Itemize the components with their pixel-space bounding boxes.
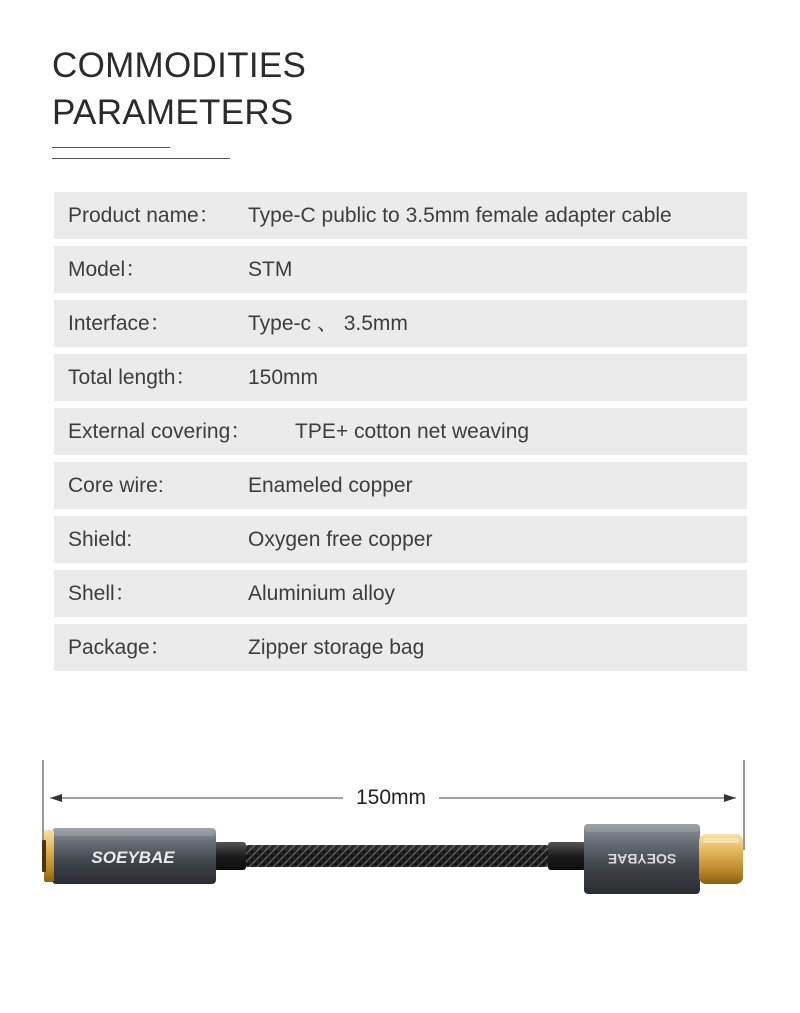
- spec-row-package: [54, 624, 747, 671]
- spec-label: Core wire:: [68, 474, 164, 497]
- jack-strain-relief: [214, 842, 246, 870]
- spec-value: STM: [248, 258, 293, 281]
- spec-value: Type-C public to 3.5mm female adapter cable: [248, 204, 672, 227]
- spec-row-model: [54, 246, 747, 293]
- brand-logo-left: SOEYBAE: [91, 848, 175, 867]
- spec-row-total-length: [54, 354, 747, 401]
- spec-label: Model：: [68, 258, 147, 281]
- spec-row-product-name: [54, 192, 747, 239]
- cable-illustration: [0, 740, 800, 940]
- spec-table: [54, 192, 747, 678]
- spec-label: Interface：: [68, 312, 171, 335]
- spec-label: External covering：: [68, 420, 252, 443]
- title-line-2: PARAMETERS: [52, 93, 294, 132]
- cable-diagram: [0, 740, 800, 940]
- spec-label: Shield:: [68, 528, 133, 551]
- spec-row-interface: [54, 300, 747, 347]
- title-underline-short: [52, 147, 170, 148]
- spec-value: Aluminium alloy: [248, 582, 396, 605]
- spec-label: Product name：: [68, 204, 220, 227]
- usbc-strain-relief: [548, 842, 586, 870]
- spec-label: Package：: [68, 636, 171, 659]
- spec-label: Total length：: [68, 366, 197, 389]
- arrow-left-icon: [50, 794, 62, 802]
- arrow-right-icon: [724, 794, 736, 802]
- spec-value: TPE+ cotton net weaving: [295, 420, 530, 443]
- title-line-1: COMMODITIES: [52, 46, 307, 85]
- spec-value: Type-c 、 3.5mm: [248, 312, 408, 335]
- dimension-label: 150mm: [345, 785, 437, 811]
- spec-row-core-wire: [54, 462, 747, 509]
- spec-row-external-covering: [54, 408, 747, 455]
- spec-row-shell: [54, 570, 747, 617]
- title-underline-long: [52, 158, 230, 159]
- spec-value: Zipper storage bag: [248, 636, 425, 659]
- brand-logo-right: SOEYBAE: [607, 851, 677, 867]
- page-title: [52, 42, 306, 136]
- spec-value: Enameled copper: [248, 474, 413, 497]
- spec-label: Shell：: [68, 582, 136, 605]
- spec-value: Oxygen free copper: [248, 528, 433, 551]
- spec-value: 150mm: [248, 366, 319, 389]
- spec-row-shield: [54, 516, 747, 563]
